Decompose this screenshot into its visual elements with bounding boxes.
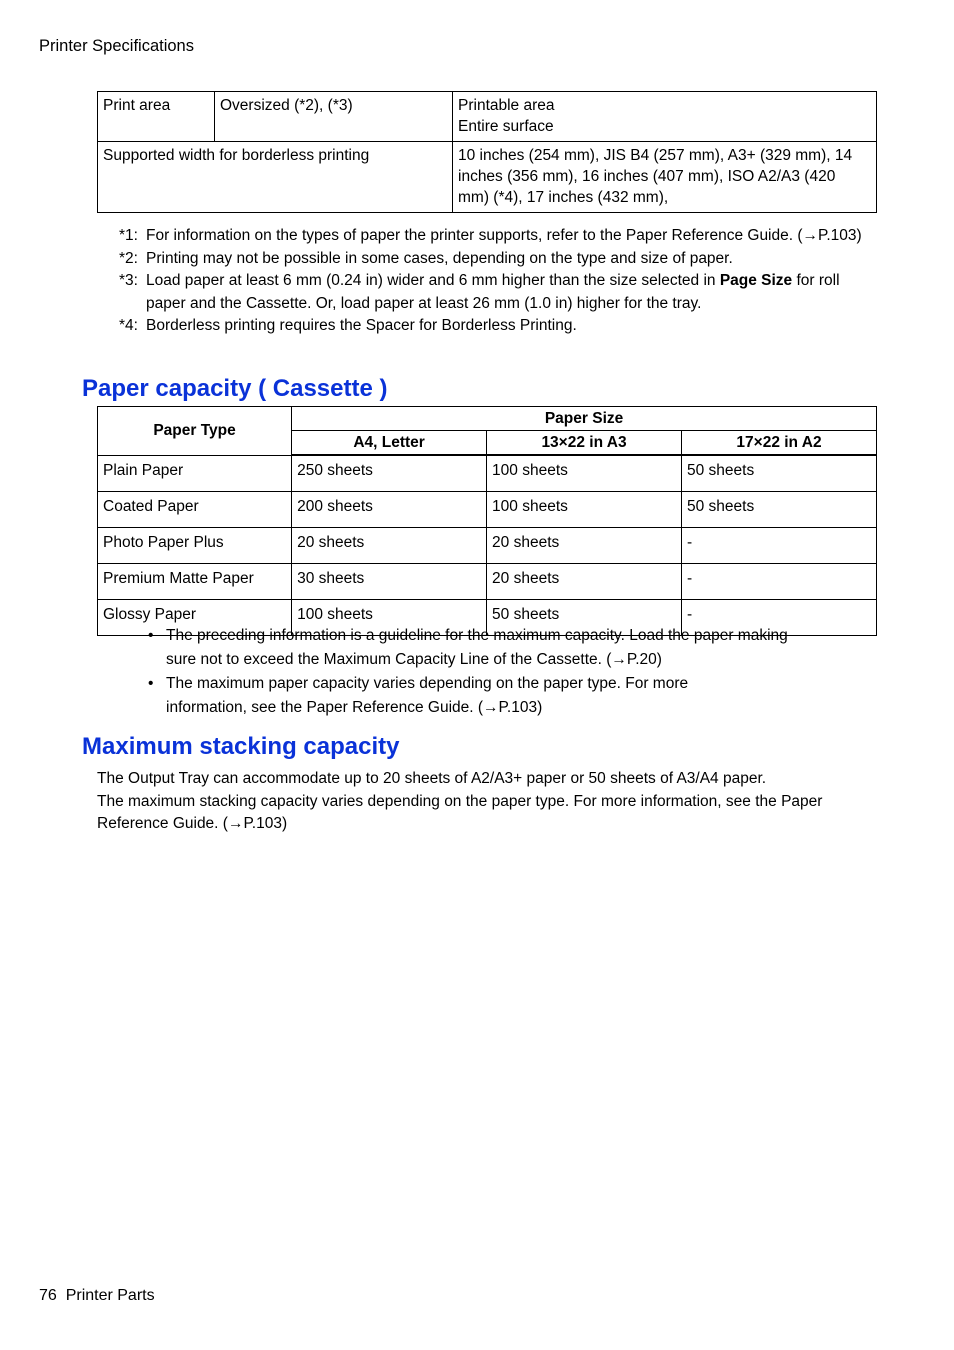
spec-row-print-area <box>98 92 877 142</box>
footnote-1 <box>119 225 879 248</box>
paper-type-cell: Premium Matte Paper <box>98 564 292 600</box>
footer-section: Printer Parts <box>65 1287 155 1304</box>
bullet-line: The maximum paper capacity varies depending on the paper type. For more <box>166 675 689 692</box>
footnote-bold-term: Page Size <box>719 272 793 289</box>
footnote-text <box>146 270 879 315</box>
capacity-notes <box>148 624 848 720</box>
footnote-mark: *4: <box>119 317 138 334</box>
capacity-cell: 20 sheets <box>487 564 682 600</box>
footnote-text-after: for roll paper and the Cassette. Or, load paper at least 26 mm (1.0 in) higher for the tray. <box>146 272 840 312</box>
spec-table <box>97 91 877 213</box>
header-title: Printer Specifications <box>39 37 194 55</box>
table-row <box>98 528 877 564</box>
running-header <box>39 37 194 56</box>
capacity-cell: - <box>682 600 877 636</box>
list-item <box>148 624 848 671</box>
header-size-a4: A4, Letter <box>292 431 487 456</box>
footnote-4 <box>119 315 879 338</box>
header-size-a2: 17×22 in A2 <box>682 431 877 456</box>
header-size-a3: 13×22 in A3 <box>487 431 682 456</box>
page-number: 76 <box>39 1287 57 1304</box>
footnote-text: For information on the types of paper the printer supports, refer to the Paper Reference Guide. (→P.103) <box>146 227 862 244</box>
footnote-text-before: Load paper at least 6 mm (0.24 in) wider and 6 mm higher than the size selected in <box>146 272 720 289</box>
capacity-cell: 50 sheets <box>487 600 682 636</box>
capacity-cell: 30 sheets <box>292 564 487 600</box>
capacity-cell: 200 sheets <box>292 492 487 528</box>
footnote-mark: *2: <box>119 249 138 267</box>
capacity-cell: 20 sheets <box>292 528 487 564</box>
header-paper-type: Paper Type <box>98 407 292 456</box>
section-heading-max-stacking: Maximum stacking capacity <box>82 733 400 760</box>
header-paper-size: Paper Size <box>292 407 877 431</box>
bullet-text <box>166 672 848 719</box>
paper-type-cell: Coated Paper <box>98 492 292 528</box>
paper-type-cell: Glossy Paper <box>98 600 292 636</box>
spec-value-print-area <box>453 92 877 142</box>
paper-type-cell: Photo Paper Plus <box>98 528 292 564</box>
max-stacking-body <box>97 768 877 836</box>
spec-value-borderless <box>453 142 877 213</box>
capacity-cell: 250 sheets <box>292 455 487 492</box>
bullet-line: sure not to exceed the Maximum Capacity Line of the Cassette. (→P.20) <box>166 650 662 668</box>
capacity-cell: 100 sheets <box>487 492 682 528</box>
spec-value-line: 10 inches (254 mm), JIS B4 (257 mm), A3+ (329 mm), 14 <box>458 147 853 164</box>
capacity-cell: 50 sheets <box>682 455 877 492</box>
capacity-table <box>97 406 877 636</box>
table-row <box>98 455 877 492</box>
section-heading-paper-capacity: Paper capacity ( Cassette ) <box>82 375 388 402</box>
spec-row-borderless <box>98 142 877 213</box>
capacity-cell: 50 sheets <box>682 492 877 528</box>
footnote-2 <box>119 248 879 271</box>
footnote-text: Printing may not be possible in some cases, depending on the type and size of paper. <box>146 249 733 267</box>
bullet-icon: • <box>148 627 154 644</box>
capacity-cell: 100 sheets <box>292 600 487 636</box>
bullet-icon: • <box>148 675 154 692</box>
paper-type-cell: Plain Paper <box>98 455 292 492</box>
spec-value-line: Printable area <box>458 97 555 114</box>
capacity-cell: - <box>682 564 877 600</box>
spec-value-line: inches (356 mm), 16 inches (407 mm), ISO A2/A3 (420 <box>458 168 836 185</box>
footnote-text: Borderless printing requires the Spacer for Borderless Printing. <box>146 317 577 334</box>
running-footer <box>39 1287 155 1305</box>
bullet-text <box>166 624 848 671</box>
table-row <box>98 492 877 528</box>
footnote-mark: *1: <box>119 227 138 244</box>
bullet-line: information, see the Paper Reference Guide. (→P.103) <box>166 698 543 716</box>
capacity-header-row <box>98 407 877 431</box>
footnotes <box>119 225 879 338</box>
capacity-cell: - <box>682 528 877 564</box>
footnote-mark: *3: <box>119 272 138 289</box>
spec-label-print-area: Print area <box>98 92 215 142</box>
spec-label-borderless: Supported width for borderless printing <box>98 142 453 213</box>
spec-label-oversized: Oversized (*2), (*3) <box>215 92 453 142</box>
capacity-cell: 100 sheets <box>487 455 682 492</box>
capacity-cell: 20 sheets <box>487 528 682 564</box>
footnote-3 <box>119 270 879 315</box>
list-item <box>148 672 848 719</box>
table-row <box>98 564 877 600</box>
bullet-line: The preceding information is a guideline for the maximum capacity. Load the paper making <box>166 627 788 644</box>
body-line: The maximum stacking capacity varies depending on the paper type. For more information, see the Paper Reference Guide. (→P.103) <box>97 792 823 832</box>
body-line: The Output Tray can accommodate up to 20 sheets of A2/A3+ paper or 50 sheets of A3/A4 paper. <box>97 770 767 787</box>
spec-value-line: mm) (*4), 17 inches (432 mm), <box>458 189 669 206</box>
spec-value-line: Entire surface <box>458 118 554 135</box>
